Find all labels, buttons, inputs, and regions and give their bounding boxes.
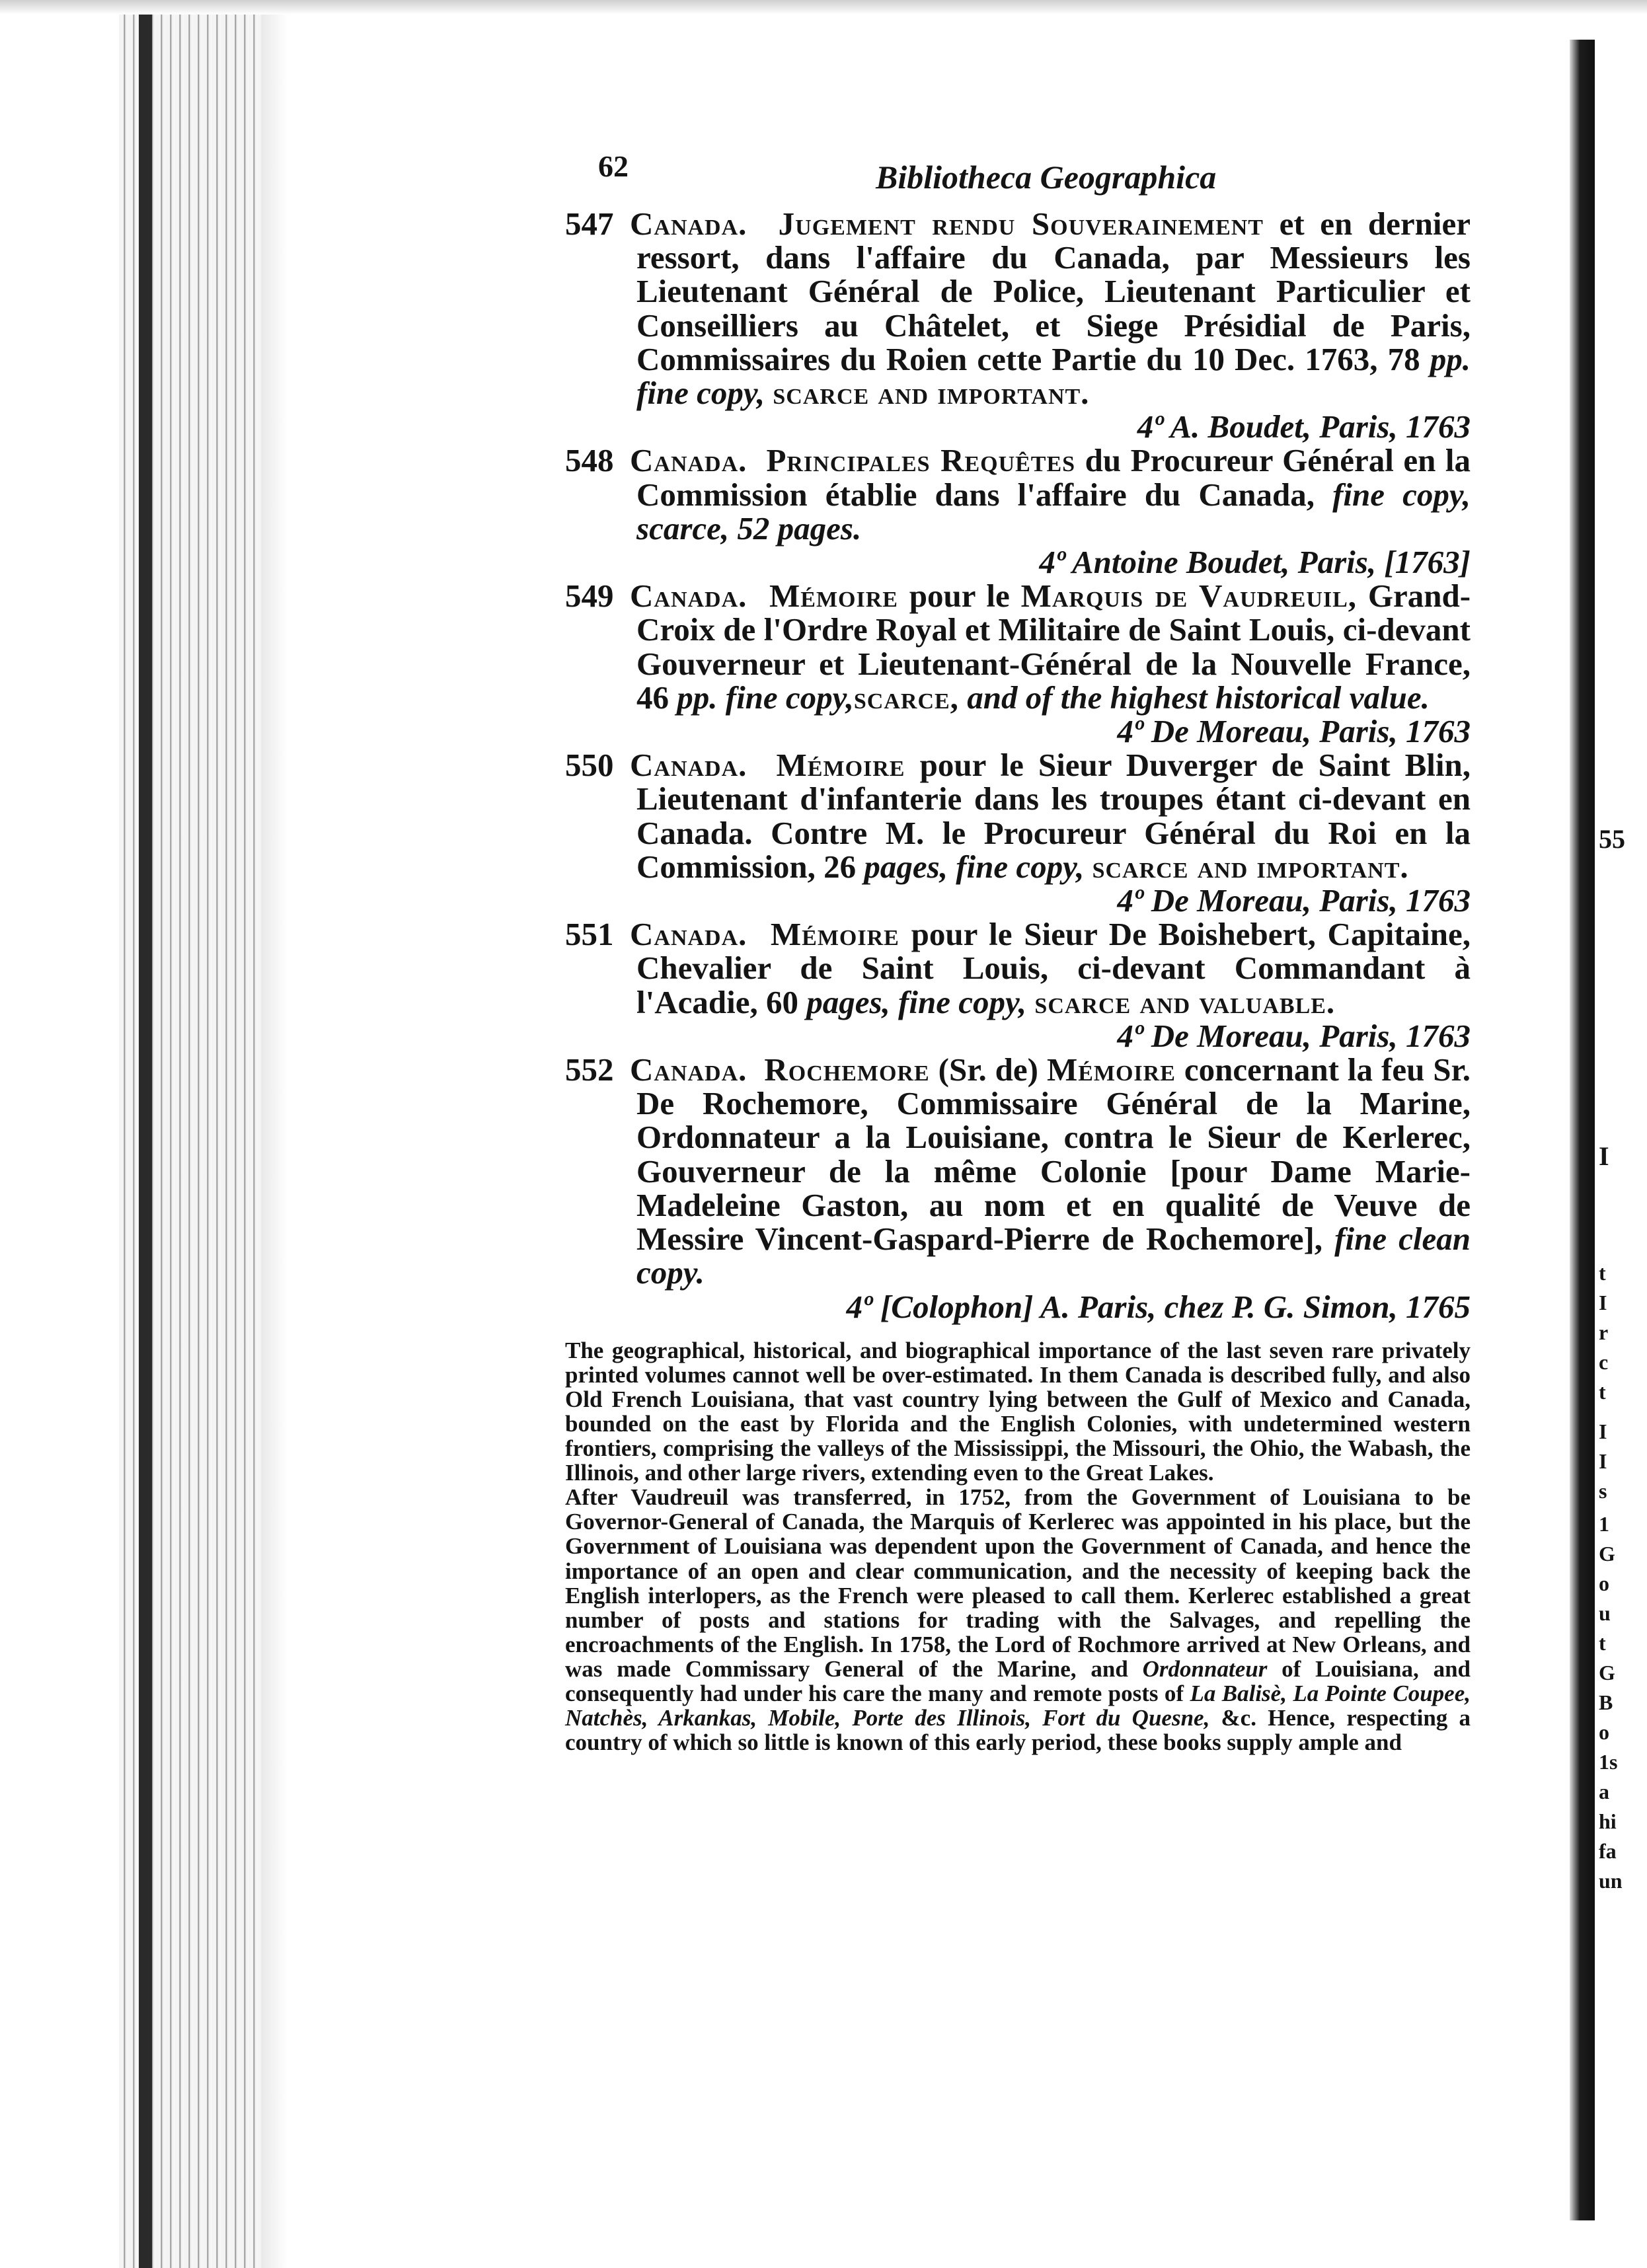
note-place-names: La Balisè, La Pointe Coupee, Natchès, Arkankas, Mobile, Porte des Illinois, Fort du Quesne, [565,1681,1471,1731]
entry-body: du Procureur Général en la Commission établie dans l'affaire du Canada, [636,442,1471,513]
entry-title: Mémoire [770,916,900,953]
entry-number: 547 [565,206,614,242]
catalog-entry [565,1053,1471,1324]
entry-condition: fine copy, scarce, 52 pages. [636,476,1471,547]
facing-page-text: s [1599,1479,1607,1503]
entry-person: Marquis de Vaudreuil, [1020,578,1358,615]
note-text: The geographical, historical, and biographical importance of the last seven rare privately printed volumes cannot well be over-estimated. In them Canada is described fully, and also Old French Louisiana, that vast country lying between the Gulf of Mexico and Canada, bounded on the east by Florida and the English Colonies, with undetermined western frontiers, comprising the valleys of the Mississippi, the Missouri, the Ohio, the Wabash, the Illinois, and other large rivers, extending even to the Great Lakes. [565,1337,1471,1486]
entry-imprint: 4º De Moreau, Paris, 1763 [1117,1017,1471,1054]
entry-country: Canada. [630,578,747,615]
facing-page-text: I [1599,1419,1607,1443]
facing-page-text: o [1599,1720,1609,1744]
entry-title: Mémoire [1046,1051,1176,1088]
entry-number: 548 [565,442,614,479]
entry-number: 549 [565,578,614,615]
facing-page-text: G [1599,1542,1615,1566]
entry-rarity: scarce and important. [1092,848,1409,885]
facing-page-text: r [1599,1320,1609,1344]
note-text: &c. Hence, respecting a country of which so little is known of this early period, these books supply ample and [565,1705,1471,1756]
entry-note: and of the highest historical value. [967,679,1430,716]
page-content [565,149,1471,1755]
facing-page-text: hi [1599,1809,1617,1833]
facing-page-text: t [1599,1631,1606,1655]
entry-rarity: scarce and important. [773,375,1090,412]
note-text-italic: Ordonnateur [1142,1655,1268,1682]
entry-imprint: 4º [Colophon] A. Paris, chez P. G. Simon, 1765 [846,1288,1471,1325]
entry-rarity: scarce and valuable. [1034,983,1336,1020]
catalog-entry [565,443,1471,579]
catalog-entry [565,207,1471,443]
facing-page-text: 55 [1599,824,1625,854]
entry-body: concernant la feu Sr. De Rochemore, Commissaire Général de la Marine, Ordonnateur a la Louisiane, contra le Sieur de Kerlerec, Gouverneur de la même Colonie [pour Dame Marie-Madeleine Gaston, au nom et en qualité de Veuve de Messire Vincent-Gaspard-Pierre de Rochemore], [636,1051,1471,1258]
running-title: Bibliotheca Geographica [876,159,1217,196]
entry-condition: pp. fine copy, [636,340,1471,412]
entry-body: pour le Sieur Duverger de Saint Blin, Lieutenant d'infanterie dans les troupes étant ci-devant en Canada. Contre M. le Procureur Général du Roi en la Commission, 26 [636,747,1471,885]
facing-page-text: un [1599,1869,1623,1893]
facing-page-text: u [1599,1601,1611,1625]
catalog-entry [565,748,1471,917]
catalog-entry [565,579,1471,748]
page-shadow [261,0,287,2268]
note-text: of Louisiana, and consequently had under his care the many and remote posts of [565,1655,1471,1707]
entry-imprint: 4º De Moreau, Paris, 1763 [1117,882,1471,919]
entry-body: Grand-Croix de l'Ordre Royal et Militaire de Saint Louis, ci-devant Gouverneur et Lieutenant-Général de la Nouvelle France, 46 [636,578,1471,716]
facing-page-text: o [1599,1571,1609,1595]
page-number: 62 [598,149,629,183]
entry-body: et en dernier ressort, dans l'affaire du Canada, par Messieurs les Lieutenant Général de Police, Lieutenant Particulier et Conseilliers au Châtelet, et Siege Présidial de Paris, Commissaires du Roien cette Partie du 10 Dec. 1763, 78 [636,206,1471,377]
entry-title: Principales Requêtes [766,442,1076,479]
facing-page-text: t [1599,1261,1606,1285]
entry-body: pour le Sieur De Boishebert, Capitaine, Chevalier de Saint Louis, ci-devant Commandant à l'Acadie, 60 [636,916,1471,1020]
entry-country: Canada. [630,206,747,242]
note-paragraph [565,1485,1471,1755]
book-gutter [1570,40,1595,2220]
book-spine-edge [139,0,152,2268]
entry-imprint: 4º De Moreau, Paris, 1763 [1117,713,1471,750]
facing-page-text: 1 [1599,1512,1609,1536]
facing-page-text: G [1599,1661,1615,1684]
note-paragraph [565,1338,1471,1486]
entry-country: Canada. [630,916,747,953]
entry-condition: fine clean copy. [636,1221,1471,1291]
facing-page-text: I [1599,1291,1607,1314]
entry-condition: pages, fine copy, [806,983,1027,1020]
entry-body: (Sr. de) [938,1051,1038,1088]
facing-page-text: I [1599,1141,1609,1171]
entry-title: Mémoire [776,747,905,784]
entry-person: Rochemore [764,1051,930,1088]
facing-page-text: c [1599,1350,1609,1374]
entry-number: 552 [565,1051,614,1088]
facing-page-text: a [1599,1780,1609,1803]
facing-page-text: fa [1599,1839,1617,1863]
entry-condition: pp. fine copy, [677,679,854,716]
running-head [565,149,1471,207]
note-text: After Vaudreuil was transferred, in 1752, from the Government of Louisiana to be Governor-General of Canada, the Marquis of Kerlerec was appointed in his place, but the Government of Louisiana was dependent upon the Government of Canada, and hence the importance of an open and clear communication, and the necessity of keeping back the English interlopers, as the French were pleased to call them. Kerlerec established a great number of posts and stations for trading with the Salvages, and repelling the encroachments of the English. In 1758, the Lord of Rochmore arrived at New Orleans, and was made Commissary General of the Marine, and [565,1484,1471,1682]
catalog-entry [565,917,1471,1053]
entry-imprint: 4º A. Boudet, Paris, 1763 [1137,408,1471,445]
facing-page-text: 1s [1599,1750,1618,1774]
entry-rarity: scarce, [853,679,959,716]
facing-page-text: B [1599,1690,1613,1714]
facing-page-fragment [1595,40,1647,2220]
entry-title: Mémoire [769,578,898,615]
entry-number: 550 [565,747,614,784]
entry-number: 551 [565,916,614,953]
entry-condition: pages, fine copy, [864,848,1085,885]
entry-country: Canada. [630,747,747,784]
scan-left-margin [0,0,119,2268]
scan-top-edge [0,0,1647,15]
entry-title: Jugement rendu Souverainement [778,206,1264,242]
facing-page-text: I [1599,1449,1607,1473]
entry-country: Canada. [630,442,747,479]
entry-body: pour le [909,578,1010,615]
entry-country: Canada. [630,1051,747,1088]
facing-page-text: t [1599,1380,1606,1404]
entry-imprint: 4º Antoine Boudet, Paris, [1763] [1039,544,1471,581]
